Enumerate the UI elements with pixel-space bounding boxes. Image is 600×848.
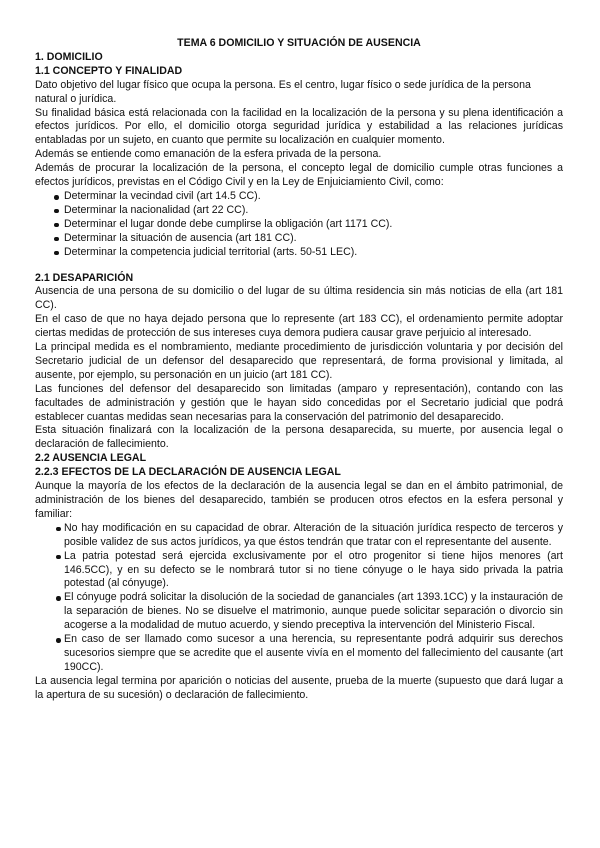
section-heading-ausencia-legal: 2.2 AUSENCIA LEGAL bbox=[35, 452, 147, 465]
paragraph: En el caso de que no haya dejado persona que lo represente (art 183 CC), el ordenamiento permite adoptar ciertas medidas de protección de sus intereses cuya demora pudiera causar grave perjuicio al interesado. bbox=[35, 313, 563, 340]
section-heading-domicilio: 1. DOMICILIO bbox=[35, 50, 103, 63]
bullet-icon bbox=[56, 638, 61, 643]
paragraph: Además de procurar la localización de la persona, el concepto legal de domicilio cumple otras funciones a efectos jurídicos, previstas en el Código Civil y en la Ley de Enjuiciamiento Civil, como: bbox=[35, 162, 563, 189]
list-item: Determinar la vecindad civil (art 14.5 CC). bbox=[35, 190, 563, 204]
bullet-icon bbox=[54, 223, 59, 228]
subheading-efectos: 2.2.3 EFECTOS DE LA DECLARACIÓN DE AUSENCIA LEGAL bbox=[35, 466, 341, 479]
paragraph: Su finalidad básica está relacionada con la facilidad en la localización de la persona y su plena identificación a efectos jurídicos. Por ello, el domicilio otorga seguridad jurídica y estabilidad a las relaciones jurídicas entabladas por un sujeto, en cuanto que permite su localización en cualquier momento. bbox=[35, 106, 563, 147]
domicilio-functions-list bbox=[35, 190, 563, 260]
list-item: En caso de ser llamado como sucesor a una herencia, su representante podrá adquirir sus derechos sucesorios siempre que se acredite que el ausente vivía en el momento del fallecimiento del causante (art 190CC). bbox=[35, 633, 563, 675]
list-item: Determinar la situación de ausencia (art 181 CC). bbox=[35, 232, 563, 246]
spacer bbox=[35, 260, 563, 272]
document-body bbox=[35, 37, 563, 703]
section-heading-desaparicion: 2.1 DESAPARICIÓN bbox=[35, 271, 134, 284]
list-item: No hay modificación en su capacidad de obrar. Alteración de la situación jurídica respecto de terceros y posible validez de sus actos jurídicos, ya que éstos tendrán que tratar con el representante del ausente. bbox=[35, 522, 563, 550]
paragraph: Dato objetivo del lugar físico que ocupa la persona. Es el centro, lugar físico o sede jurídica de la persona natural o jurídica. bbox=[35, 78, 531, 105]
ausencia-effects-list bbox=[35, 522, 563, 675]
bullet-icon bbox=[56, 527, 61, 532]
list-item: Determinar la competencia judicial territorial (arts. 50-51 LEC). bbox=[35, 246, 563, 260]
bullet-icon bbox=[54, 251, 59, 256]
bullet-icon bbox=[54, 237, 59, 242]
paragraph: La ausencia legal termina por aparición o noticias del ausente, prueba de la muerte (supuesto que dará lugar a la apertura de su sucesión) o declaración de fallecimiento. bbox=[35, 674, 563, 701]
paragraph: La principal medida es el nombramiento, mediante procedimiento de jurisdicción voluntaria y por decisión del Secretario judicial de un defensor del desaparecido que representará, de forma provisional y limitada, al ausente, por ejemplo, su personación en un juicio (art 181 CC). bbox=[35, 341, 563, 381]
subheading-concepto-finalidad: 1.1 CONCEPTO Y FINALIDAD bbox=[35, 64, 183, 77]
paragraph: Esta situación finalizará con la localización de la persona desaparecida, su muerte, por ausencia legal o declaración de fallecimiento. bbox=[35, 424, 563, 451]
bullet-icon bbox=[54, 209, 59, 214]
list-item: Determinar el lugar donde debe cumplirse la obligación (art 1171 CC). bbox=[35, 218, 563, 232]
paragraph: Aunque la mayoría de los efectos de la declaración de la ausencia legal se dan en el ámbito patrimonial, de administración de los bienes del desaparecido, también se producen otros efectos en la esfera personal y familiar: bbox=[35, 480, 563, 520]
paragraph: Las funciones del defensor del desaparecido son limitadas (amparo y representación), contando con las facultades de administración y gestión que le hayan sido concedidas por el Secretario judicial que podrá establecer cuantas medidas sean necesarias para la conservación del patrimonio del desaparecido. bbox=[35, 382, 563, 423]
list-item: Determinar la nacionalidad (art 22 CC). bbox=[35, 204, 563, 218]
list-item: La patria potestad será ejercida exclusivamente por el otro progenitor si tiene hijos menores (art 146.5CC), y en su defecto se le nombrará tutor si no tiene cónyuge o le haya sido privada la patria potestad (al cónyuge). bbox=[35, 550, 563, 592]
paragraph: Ausencia de una persona de su domicilio o del lugar de su última residencia sin más noticias de ella (art 181 CC). bbox=[35, 285, 563, 312]
bullet-icon bbox=[54, 195, 59, 200]
list-item: El cónyuge podrá solicitar la disolución de la sociedad de gananciales (art 1393.1CC) y la instauración de la separación de bienes. No se disuelve el matrimonio, aunque puede solicitar separación o divorcio sin acogerse a la modalidad de mutuo acuerdo, y siendo preceptiva la intervención del Ministerio Fiscal. bbox=[35, 591, 563, 633]
bullet-icon bbox=[56, 596, 61, 601]
paragraph: Además se entiende como emanación de la esfera privada de la persona. bbox=[35, 148, 382, 161]
bullet-icon bbox=[56, 555, 61, 560]
document-title: TEMA 6 DOMICILIO Y SITUACIÓN DE AUSENCIA bbox=[177, 37, 421, 49]
